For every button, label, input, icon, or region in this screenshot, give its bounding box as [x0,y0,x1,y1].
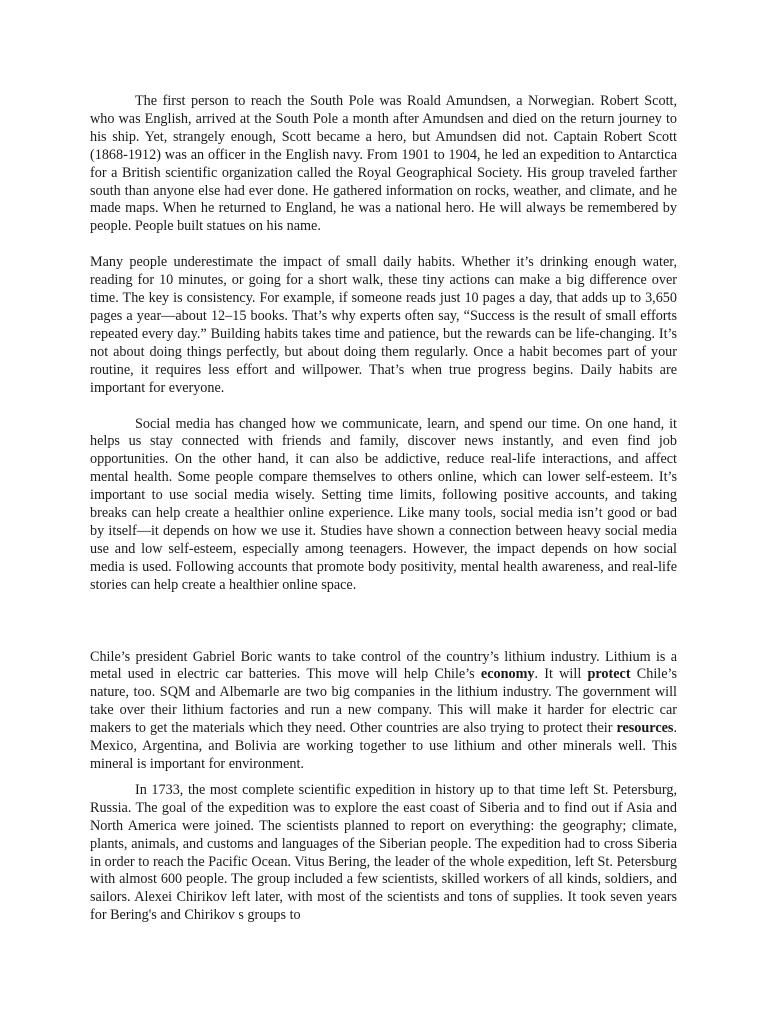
document-page [90,93,677,925]
paragraph-siberia-expedition: In 1733, the most complete scientific expedition in history up to that time left St. Petersburg, Russia. The goal of the expedition was to explore the east coast of Siberia and to find out if Asia and North America were joined. The scientists planned to report on everything: the geography; climate, plants, animals, and customs and languages of the Siberian people. The expedition had to cross Siberia in order to reach the Pacific Ocean. Vitus Bering, the leader of the whole expedition, left St. Petersburg with almost 600 people. The group included a few scientists, skilled workers of all kinds, soldiers, and sailors. Alexei Chirikov left later, with most of the scientists and tons of supplies. It took seven years for Bering's and Chirikov s groups to [90,781,677,924]
chile-text-part-2: . It will [534,666,588,683]
paragraph-south-pole: The first person to reach the South Pole was Roald Amundsen, a Norwegian. Robert Scott, who was English, arrived at the South Pole a month after Amundsen and died on the return journey to his ship. Yet, strangely enough, Scott became a hero, but Amundsen did not. Captain Robert Scott (1868-1912) was an officer in the English navy. From 1901 to 1904, he led an expedition to Antarctica for a British scientific organization called the Royal Geographical Society. His group traveled farther south than anyone else had ever done. He gathered information on rocks, weather, and climate, and he made maps. When he returned to England, he was a national hero. He will always be remembered by people. People built statues on his name. [90,93,677,235]
chile-text-part-4: . Mexico, Argentina, and Bolivia are working together to use lithium and other minerals well. This mineral is important for environment. [90,720,677,772]
bold-word-protect: protect [587,666,631,683]
chile-text-part-3: Chile’s nature, too. SQM and Albemarle are two big companies in the lithium industry. The government will take over their lithium factories and run a new company. This will make it harder for electric car makers to get the materials which they need. Other countries are also trying to protect their [90,666,677,737]
bold-word-resources: resources [616,720,674,737]
chile-text-part-1: Chile’s president Gabriel Boric wants to take control of the country’s lithium industry. Lithium is a metal used in electric car batteries. This move will help Chile’s [90,648,677,683]
paragraph-daily-habits: Many people underestimate the impact of small daily habits. Whether it’s drinking enough water, reading for 10 minutes, or going for a short walk, these tiny actions can make a big difference over time. The key is consistency. For example, if someone reads just 10 pages a day, that adds up to 3,650 pages a year—about 12–15 books. That’s why experts often say, “Success is the result of small efforts repeated every day.” Building habits takes time and patience, but the rewards can be life-changing. It’s not about doing things perfectly, but about doing them regularly. Once a habit becomes part of your routine, it requires less effort and willpower. That’s when true progress begins. Daily habits are important for everyone. [90,254,677,396]
paragraph-chile-lithium [90,649,677,774]
bold-word-economy: economy [480,666,535,683]
paragraph-social-media: Social media has changed how we communicate, learn, and spend our time. On one hand, it helps us stay connected with friends and family, discover news instantly, and even find job opportunities. On the other hand, it can also be addictive, reduce real-life interactions, and affect mental health. Some people compare themselves to others online, which can lower self-esteem. It’s important to use social media wisely. Setting time limits, following positive accounts, and taking breaks can help create a healthier online experience. Like many tools, social media isn’t good or bad by itself—it depends on how we use it. Studies have shown a connection between heavy social media use and low self-esteem, especially among teenagers. However, the impact depends on how social media is used. Following accounts that promote body positivity, mental health awareness, and real-life stories can help create a healthier online space. [90,415,677,593]
